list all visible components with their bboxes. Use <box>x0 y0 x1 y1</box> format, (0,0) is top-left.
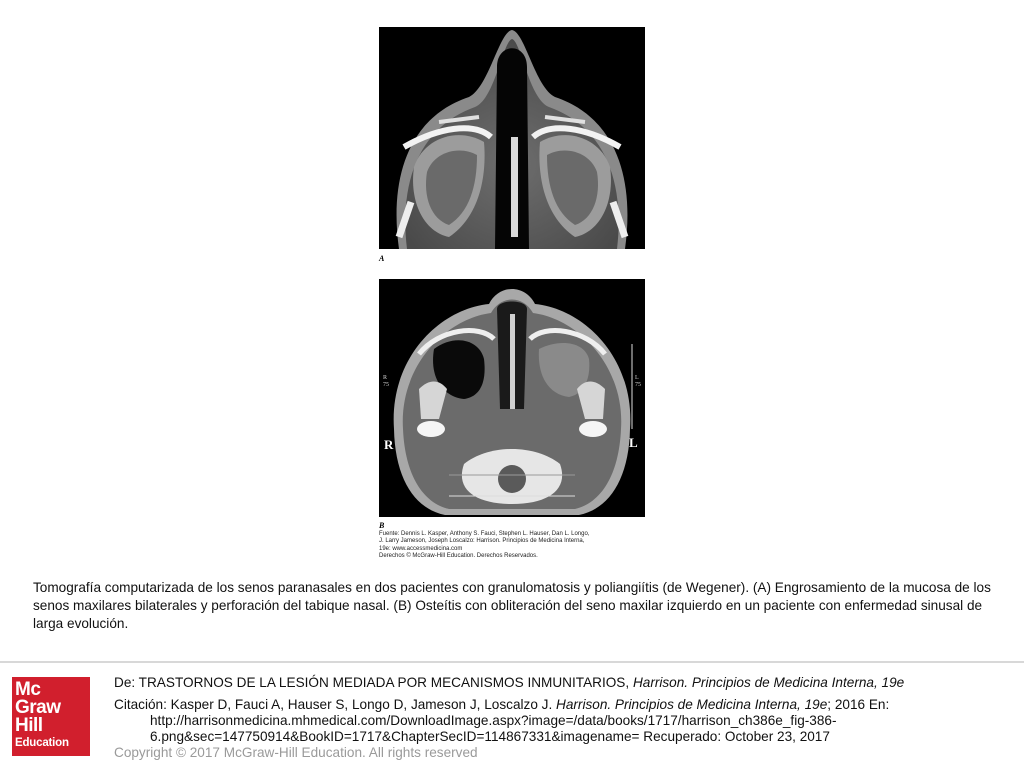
footer-divider <box>0 661 1024 663</box>
citation-authors: Citación: Kasper D, Fauci A, Hauser S, Longo D, Jameson J, Loscalzo J. <box>114 697 557 712</box>
ct-image-panel-b <box>379 279 645 517</box>
panel-label-a: A <box>379 254 385 263</box>
source-line: Fuente: Dennis L. Kasper, Anthony S. Fauci, Stephen L. Hauser, Dan L. Longo, <box>379 531 590 537</box>
copyright-notice: Copyright © 2017 McGraw-Hill Education. All rights reserved <box>114 745 478 760</box>
source-line: Derechos © McGraw-Hill Education. Derechos Reservados. <box>379 552 538 559</box>
reference-chapter: De: TRASTORNOS DE LA LESIÓN MEDIADA POR MECANISMOS INMUNITARIOS, <box>114 675 633 690</box>
side-letter-left: R <box>384 437 394 452</box>
ct-scan-a-graphic <box>379 27 645 249</box>
citation-book-title: Harrison. Principios de Medicina Interna, 19e <box>556 697 828 712</box>
reference-citation <box>114 697 1004 745</box>
mcgraw-hill-logo <box>12 677 90 756</box>
reference-book-title: Harrison. Principios de Medicina Interna, 19e <box>632 675 905 690</box>
logo-text: Education <box>15 737 69 749</box>
citation-year: ; 2016 En: <box>827 697 890 712</box>
image-source-credit <box>379 531 641 560</box>
reference-from <box>114 675 1004 691</box>
side-code-left: R 75 <box>383 375 389 388</box>
side-letter-right: L <box>629 435 638 450</box>
citation-url: http://harrisonmedicina.mhmedical.com/DownloadImage.aspx?image=/data/books/1717/harrison_ch386e_fig-386- <box>150 713 837 728</box>
source-line: J. Larry Jameson, Joseph Loscalzo: Harrison. Principios de Medicina Interna, <box>379 538 585 545</box>
panel-label-b: B <box>379 521 385 530</box>
ct-image-panel-a <box>379 27 645 249</box>
side-code-right: L 75 <box>635 375 641 388</box>
logo-text: Hill <box>15 715 43 736</box>
ct-scan-b-graphic <box>379 279 645 517</box>
figure-caption: Tomografía computarizada de los senos paranasales en dos pacientes con granulomatosis y poliangiítis (de Wegener). (A) Engrosamiento de la mucosa de los senos maxilares bilaterales y perforación del tabique nasal. (B) Osteítis con obliteración del seno maxilar izquierdo en un paciente con enfermedad sinusal de larga evolución. <box>33 580 991 631</box>
citation-url-continued: 6.png&sec=147750914&BookID=1717&ChapterSecID=114867331&imagename= Recuperado: October 23, 2017 <box>150 729 830 744</box>
source-line: 19e: www.accessmedicina.com <box>379 545 463 552</box>
logo-text: Graw <box>15 697 61 718</box>
logo-text: Mc <box>15 679 41 700</box>
